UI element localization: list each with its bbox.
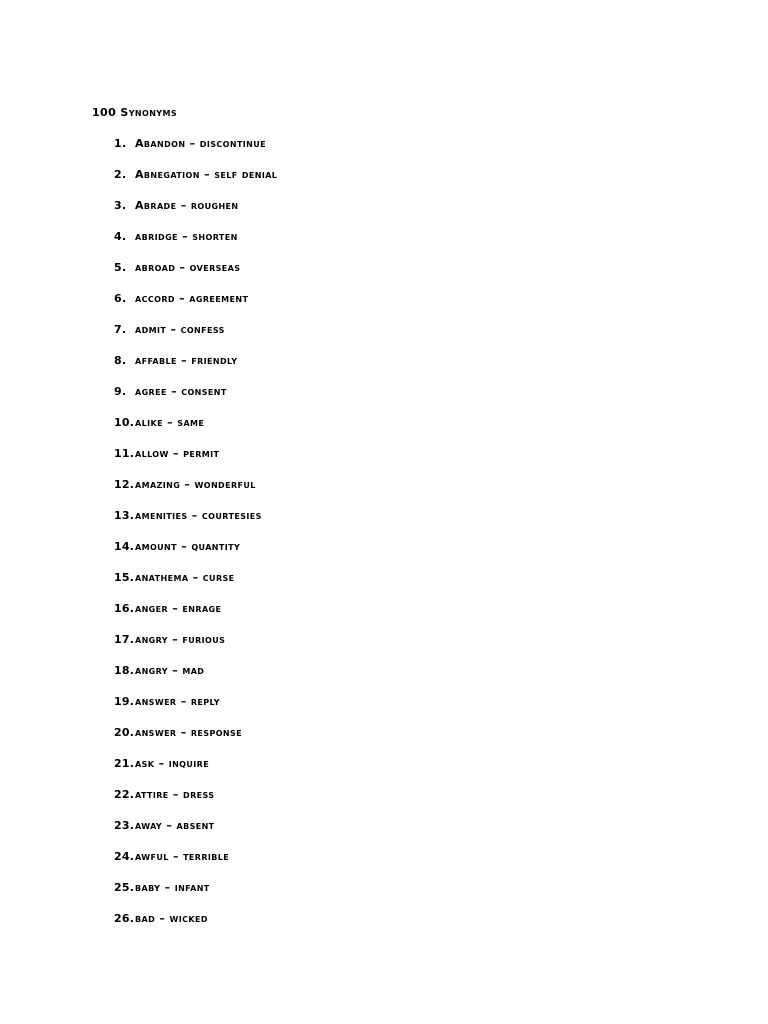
list-item	[114, 602, 277, 633]
list-item-text: Abnegation – self denial	[135, 168, 278, 181]
list-item-text: ask – inquire	[135, 757, 210, 770]
list-item	[114, 354, 277, 385]
list-item-number: 4.	[114, 230, 127, 243]
list-item	[114, 788, 277, 819]
list-item	[114, 137, 277, 168]
list-item-text: answer – response	[135, 726, 243, 739]
list-item-text: answer – reply	[135, 695, 220, 708]
list-item	[114, 912, 277, 943]
list-item-text: angry – furious	[135, 633, 226, 646]
list-item-number: 19.	[114, 695, 135, 708]
list-item	[114, 819, 277, 850]
list-item-number: 7.	[114, 323, 127, 336]
list-item	[114, 633, 277, 664]
list-item	[114, 540, 277, 571]
list-item-number: 18.	[114, 664, 135, 677]
page-title: 100 Synonyms	[92, 106, 178, 119]
list-item	[114, 757, 277, 788]
list-item-number: 8.	[114, 354, 127, 367]
list-item-number: 10.	[114, 416, 135, 429]
list-item	[114, 478, 277, 509]
list-item-number: 15.	[114, 571, 135, 584]
list-item	[114, 695, 277, 726]
list-item-number: 25.	[114, 881, 135, 894]
list-item	[114, 261, 277, 292]
list-item-text: anger – enrage	[135, 602, 222, 615]
list-item	[114, 664, 277, 695]
list-item-text: anathema – curse	[135, 571, 235, 584]
list-item	[114, 323, 277, 354]
list-item	[114, 850, 277, 881]
list-item-number: 12.	[114, 478, 135, 491]
list-item	[114, 726, 277, 757]
list-item-number: 5.	[114, 261, 127, 274]
list-item-text: agree – consent	[135, 385, 227, 398]
list-item	[114, 292, 277, 323]
list-item-text: admit – confess	[135, 323, 225, 336]
list-item	[114, 199, 277, 230]
synonym-list	[114, 137, 277, 943]
list-item-text: Abrade – roughen	[135, 199, 239, 212]
list-item-number: 2.	[114, 168, 127, 181]
list-item-number: 20.	[114, 726, 135, 739]
list-item	[114, 230, 277, 261]
list-item-number: 22.	[114, 788, 135, 801]
list-item-number: 14.	[114, 540, 135, 553]
list-item	[114, 881, 277, 912]
list-item-number: 9.	[114, 385, 127, 398]
list-item-text: awful – terrible	[135, 850, 230, 863]
list-item	[114, 168, 277, 199]
list-item-number: 3.	[114, 199, 127, 212]
list-item-number: 21.	[114, 757, 135, 770]
list-item-number: 26.	[114, 912, 135, 925]
list-item-number: 11.	[114, 447, 135, 460]
list-item-number: 24.	[114, 850, 135, 863]
list-item-text: angry – mad	[135, 664, 205, 677]
list-item-text: amazing – wonderful	[135, 478, 256, 491]
list-item-text: attire – dress	[135, 788, 215, 801]
list-item	[114, 509, 277, 540]
list-item-text: allow – permit	[135, 447, 220, 460]
list-item	[114, 385, 277, 416]
list-item	[114, 447, 277, 478]
list-item-text: baby – infant	[135, 881, 210, 894]
list-item-text: accord – agreement	[135, 292, 249, 305]
list-item	[114, 571, 277, 602]
list-item-number: 17.	[114, 633, 135, 646]
list-item-number: 6.	[114, 292, 127, 305]
list-item-text: abroad – overseas	[135, 261, 241, 274]
list-item-text: amenities – courtesies	[135, 509, 262, 522]
list-item-number: 23.	[114, 819, 135, 832]
list-item-number: 16.	[114, 602, 135, 615]
list-item-text: bad – wicked	[135, 912, 208, 925]
list-item-text: abridge – shorten	[135, 230, 238, 243]
list-item-text: alike – same	[135, 416, 205, 429]
list-item-text: away – absent	[135, 819, 215, 832]
list-item-text: affable – friendly	[135, 354, 238, 367]
list-item-number: 13.	[114, 509, 135, 522]
list-item-text: Abandon – discontinue	[135, 137, 267, 150]
list-item-number: 1.	[114, 137, 127, 150]
list-item	[114, 416, 277, 447]
list-item-text: amount – quantity	[135, 540, 241, 553]
